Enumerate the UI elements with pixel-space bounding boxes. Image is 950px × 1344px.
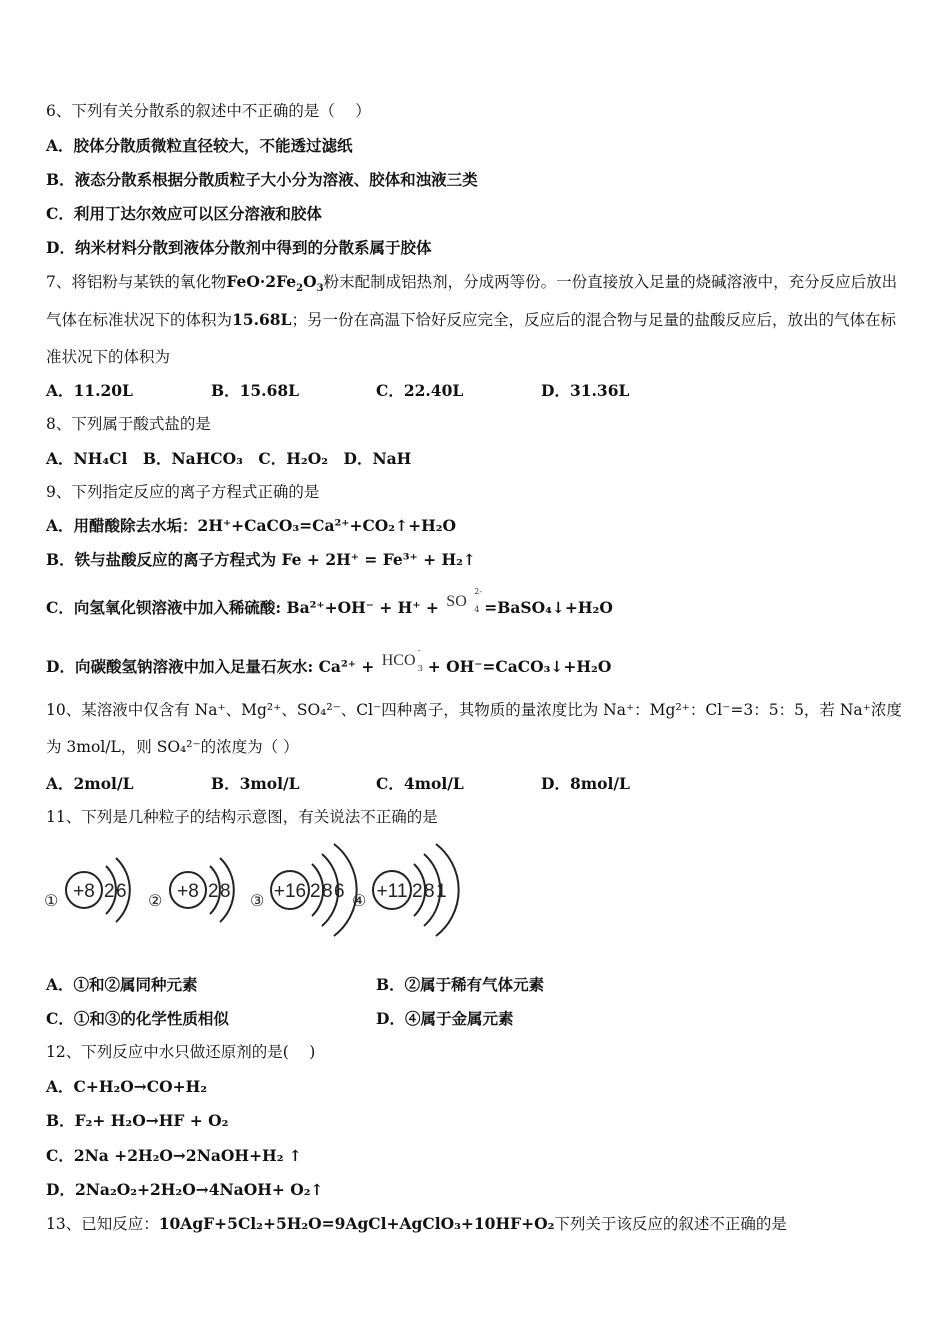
q6-option-b: B．液态分散系根据分散质粒子大小分为溶液、胶体和浊液三类 bbox=[46, 170, 478, 189]
q13-stem-part2: 下列关于该反应的叙述不正确的是 bbox=[554, 1215, 787, 1233]
atom-1-shell-1: 2 bbox=[104, 881, 115, 902]
q7-stem bbox=[46, 263, 906, 376]
q9-option-c-eq-part2: =BaSO₄↓+H₂O bbox=[484, 598, 613, 617]
atom-2-shell-2: 8 bbox=[220, 881, 231, 902]
atom-3-shell-2: 8 bbox=[322, 881, 333, 902]
atom-2-label: ② bbox=[148, 893, 163, 910]
q9-option-b bbox=[46, 552, 476, 568]
q9-option-c-eq-part1: Ba²⁺+OH⁻ + H⁺ + bbox=[286, 598, 439, 617]
q9-option-c bbox=[46, 587, 613, 620]
q9-stem: 9、下列指定反应的离子方程式正确的是 bbox=[46, 483, 320, 501]
q9-option-c-label: C．向氢氧化钡溶液中加入稀硫酸: bbox=[46, 598, 282, 617]
sulfate-ion-fraction bbox=[444, 587, 484, 620]
q7-volume: 15.68L bbox=[232, 310, 292, 329]
q13-equation: 10AgF+5Cl₂+5H₂O=9AgCl+AgClO₃+10HF+O₂ bbox=[158, 1214, 555, 1233]
q8-stem: 8、下列属于酸式盐的是 bbox=[46, 415, 211, 433]
q7-formula-b: O bbox=[303, 272, 317, 291]
atom-4-nucleus: +11 bbox=[376, 881, 408, 902]
sulfate-ion-index: 4 bbox=[474, 605, 480, 614]
sulfate-ion-charge: 2- bbox=[474, 587, 483, 596]
q7-stem-part3: ；另一份在高温下恰好反应完全，反应后的混合物与足量的盐酸反应后，放出的气体在标准状况下的体积为 bbox=[46, 311, 896, 366]
q13-stem bbox=[46, 1216, 787, 1233]
q11-option-d: D．④属于金属元素 bbox=[376, 1009, 514, 1028]
q10-option-a: A．2mol/L bbox=[46, 774, 134, 793]
atom-2-nucleus: +8 bbox=[177, 881, 199, 902]
q7-formula-b-sub: 3 bbox=[316, 283, 324, 295]
q12-option-b: B．F₂+ H₂O→HF + O₂ bbox=[46, 1111, 229, 1130]
atom-4-label: ④ bbox=[352, 893, 367, 910]
q6-stem: 6、下列有关分散系的叙述中不正确的是（ ） bbox=[46, 102, 371, 120]
q9-option-b-equation: Fe + 2H⁺ = Fe³⁺ + H₂↑ bbox=[281, 550, 476, 569]
q9-option-a-equation: 2H⁺+CaCO₃=Ca²⁺+CO₂↑+H₂O bbox=[197, 516, 456, 535]
bicarbonate-ion-charge: - bbox=[417, 646, 421, 655]
q6-option-c: C．利用丁达尔效应可以区分溶液和胶体 bbox=[46, 204, 322, 223]
atom-3-shell-3: 6 bbox=[334, 881, 345, 902]
q12-option-a: A．C+H₂O→CO+H₂ bbox=[46, 1077, 208, 1096]
atomic-structure-diagrams bbox=[44, 842, 464, 952]
q11-option-b: B．②属于稀有气体元素 bbox=[376, 975, 545, 994]
q9-option-a-label: A．用醋酸除去水垢： bbox=[46, 516, 198, 535]
atom-4-shell-2: 8 bbox=[424, 881, 435, 902]
q10-option-c: C．4mol/L bbox=[376, 774, 464, 793]
atom-1-shell-2: 6 bbox=[116, 881, 127, 902]
atom-1-nucleus: +8 bbox=[73, 881, 95, 902]
sulfate-ion-symbol: SO bbox=[446, 593, 467, 610]
q7-option-b: B．15.68L bbox=[211, 381, 300, 400]
q9-option-d-label: D．向碳酸氢钠溶液中加入足量石灰水: bbox=[46, 657, 314, 676]
bicarbonate-ion-symbol: HCO bbox=[381, 652, 416, 669]
q9-option-b-label: B．铁与盐酸反应的离子方程式为 bbox=[46, 550, 277, 569]
q12-option-d: D．2Na₂O₂+2H₂O→4NaOH+ O₂↑ bbox=[46, 1180, 324, 1199]
q7-formula bbox=[226, 272, 324, 295]
q11-option-c: C．①和③的化学性质相似 bbox=[46, 1009, 229, 1028]
q11-option-a: A．①和②属同种元素 bbox=[46, 975, 198, 994]
atom-4-shell-3: 1 bbox=[436, 881, 447, 902]
q9-option-d bbox=[46, 646, 612, 679]
q10-option-b: B．3mol/L bbox=[211, 774, 300, 793]
q12-stem: 12、下列反应中水只做还原剂的是( ) bbox=[46, 1043, 316, 1061]
q7-formula-a: FeO·2Fe bbox=[226, 272, 297, 291]
q6-option-d: D．纳米材料分散到液体分散剂中得到的分散系属于胶体 bbox=[46, 238, 432, 257]
q10-stem: 10、某溶液中仅含有 Na⁺、Mg²⁺、SO₄²⁻、Cl⁻四种离子，其物质的量浓度比为 Na⁺：Mg²⁺：Cl⁻=3：5：5，若 Na⁺浓度为 3mol/L，则 SO₄²⁻的浓度为（ ） bbox=[46, 701, 902, 756]
q7-stem-part1: 7、将铝粉与某铁的氧化物 bbox=[46, 273, 227, 291]
q9-option-d-eq-part1: Ca²⁺ + bbox=[318, 657, 375, 676]
q11-stem: 11、下列是几种粒子的结构示意图，有关说法不正确的是 bbox=[46, 808, 438, 826]
atom-2-shell-1: 2 bbox=[208, 881, 219, 902]
atom-3-nucleus: +16 bbox=[273, 881, 307, 902]
atom-3-label: ③ bbox=[250, 893, 265, 910]
q7-option-c: C．22.40L bbox=[376, 381, 464, 400]
q13-stem-part1: 13、已知反应： bbox=[46, 1215, 159, 1233]
q9-option-a bbox=[46, 518, 456, 534]
q6-option-a: A．胶体分散质微粒直径较大，不能透过滤纸 bbox=[46, 136, 353, 155]
q7-option-a: A．11.20L bbox=[46, 381, 133, 400]
q7-stem-part2: 粉末配制成铝热剂，分成两等份。一份直接放入足量的烧碱溶液中，充分反应后放出气体在标准状况下的体积为 bbox=[46, 273, 898, 329]
q7-option-d: D．31.36L bbox=[541, 381, 630, 400]
atom-4-shell-1: 2 bbox=[412, 881, 423, 902]
bicarbonate-ion-fraction bbox=[380, 646, 428, 679]
atom-1-label: ① bbox=[44, 893, 59, 910]
q7-formula-a-sub: 2 bbox=[296, 283, 304, 295]
q10-option-d: D．8mol/L bbox=[541, 774, 630, 793]
bicarbonate-ion-index: 3 bbox=[417, 664, 423, 673]
q8-options: A．NH₄Cl B．NaHCO₃ C．H₂O₂ D．NaH bbox=[46, 449, 412, 468]
atom-3-shell-1: 2 bbox=[310, 881, 321, 902]
q12-option-c: C．2Na +2H₂O→2NaOH+H₂ ↑ bbox=[46, 1146, 302, 1165]
q9-option-d-eq-part2: + OH⁻=CaCO₃↓+H₂O bbox=[427, 657, 612, 676]
